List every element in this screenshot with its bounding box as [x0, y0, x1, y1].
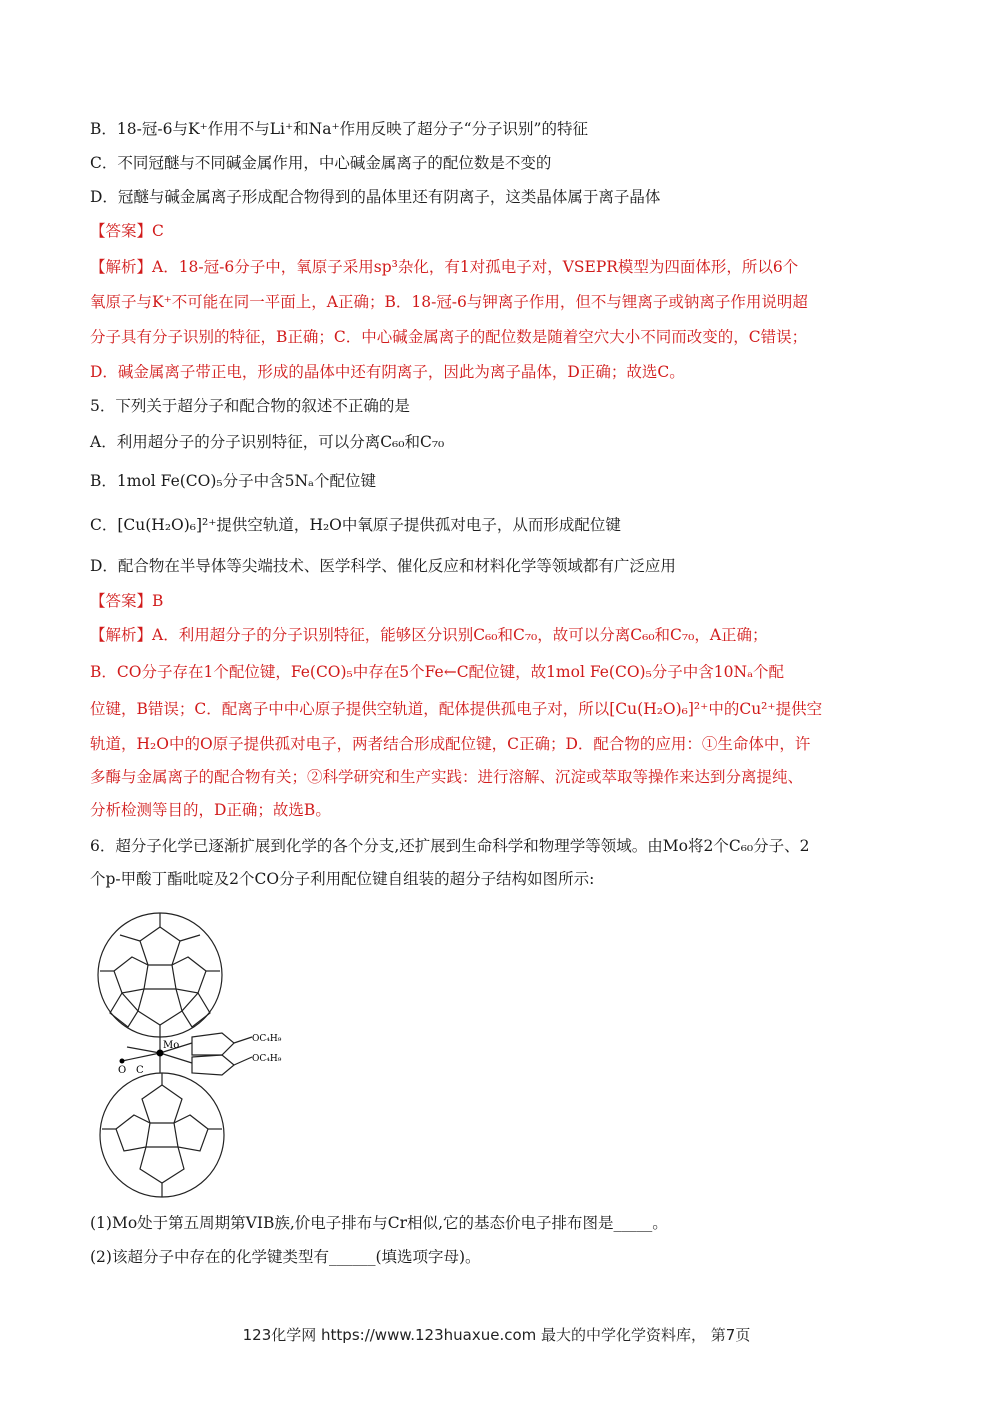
q6-subquestion-1: (1)Mo处于第五周期第VIB族,价电子排布与Cr相似,它的基态价电子排布图是_____。: [90, 1214, 668, 1232]
q5-stem: 5．下列关于超分子和配合物的叙述不正确的是: [90, 397, 410, 415]
pyridine-ring-lower: [192, 1055, 234, 1075]
page-footer: 123化学网 https://www.123huaxue.com 最大的中学化学资料库， 第7页: [242, 1326, 751, 1344]
q5-option-d: D．配合物在半导体等尖端技术、医学科学、催化反应和材料化学等领域都有广泛应用: [90, 557, 676, 575]
q4-analysis-line: 【解析】A．18-冠-6分子中，氧原子采用sp³杂化，有1对孤电子对，VSEPR模型为四面体形，所以6个: [90, 258, 799, 276]
mo-label: Mo: [163, 1040, 180, 1051]
supramolecule-figure: [92, 905, 322, 1205]
c60-upper-cage: [100, 913, 220, 1037]
q6-stem: 个p-甲酸丁酯吡啶及2个CO分子利用配位键自组装的超分子结构如图所示:: [90, 870, 595, 888]
q4-option-d: D．冠醚与碱金属离子形成配合物得到的晶体里还有阴离子，这类晶体属于离子晶体: [90, 188, 661, 206]
pyridine-ring-upper: [192, 1033, 234, 1055]
q5-analysis-line: 多酶与金属离子的配合物有关；②科学研究和生产实践：进行溶解、沉淀或萃取等操作来达到分离提纯、: [90, 768, 804, 786]
q6-subquestion-2: (2)该超分子中存在的化学键类型有______(填选项字母)。: [90, 1248, 481, 1266]
ester-label: OC₄H₉: [252, 1034, 282, 1044]
q5-answer: 【答案】B: [90, 592, 164, 610]
q5-option-a: A．利用超分子的分子识别特征，可以分离C₆₀和C₇₀: [90, 433, 445, 451]
q4-option-c: C．不同冠醚与不同碱金属作用，中心碱金属离子的配位数是不变的: [90, 154, 552, 172]
q5-option-c: C．[Cu(H₂O)₆]²⁺提供空轨道，H₂O中氧原子提供孤对电子，从而形成配位键: [90, 516, 621, 534]
c-label: C: [136, 1065, 144, 1076]
ester-label: OC₄H₉: [252, 1054, 282, 1064]
q5-option-b: B．1mol Fe(CO)₅分子中含5Nₐ个配位键: [90, 472, 377, 490]
q5-analysis-line: 分析检测等目的，D正确；故选B。: [90, 801, 331, 819]
q4-analysis-line: D．碱金属离子带正电，形成的晶体中还有阴离子，因此为离子晶体，D正确；故选C。: [90, 363, 685, 381]
q5-analysis-line: 【解析】A．利用超分子的分子识别特征，能够区分识别C₆₀和C₇₀，故可以分离C₆₀和C₇₀，A正确；: [90, 626, 768, 644]
q5-analysis-line: B．CO分子存在1个配位键，Fe(CO)₅中存在5个Fe←C配位键，故1mol Fe(CO)₅分子中含10Nₐ个配: [90, 663, 785, 681]
o-label: O: [118, 1065, 127, 1076]
carbonyl-atom: [120, 1059, 125, 1064]
q4-analysis-line: 氧原子与K⁺不可能在同一平面上，A正确；B．18-冠-6与钾离子作用，但不与锂离子或钠离子作用说明超: [90, 293, 808, 311]
q4-analysis-line: 分子具有分子识别的特征，B正确；C．中心碱金属离子的配位数是随着空穴大小不同而改变的，C错误；: [90, 328, 808, 346]
c60-lower-cage: [102, 1073, 222, 1197]
q4-option-b: B．18-冠-6与K⁺作用不与Li⁺和Na⁺作用反映了超分子“分子识别”的特征: [90, 120, 588, 138]
q6-stem: 6．超分子化学已逐渐扩展到化学的各个分支,还扩展到生命科学和物理学等领域。由Mo将2个C₆₀分子、2: [90, 837, 810, 855]
q5-analysis-line: 轨道，H₂O中的O原子提供孤对电子，两者结合形成配位键，C正确；D．配合物的应用：①生命体中，许: [90, 735, 811, 753]
q4-answer: 【答案】C: [90, 222, 164, 240]
q5-analysis-line: 位键，B错误；C．配离子中中心原子提供空轨道，配体提供孤电子对，所以[Cu(H₂O)₆]²⁺中的Cu²⁺提供空: [90, 700, 823, 718]
